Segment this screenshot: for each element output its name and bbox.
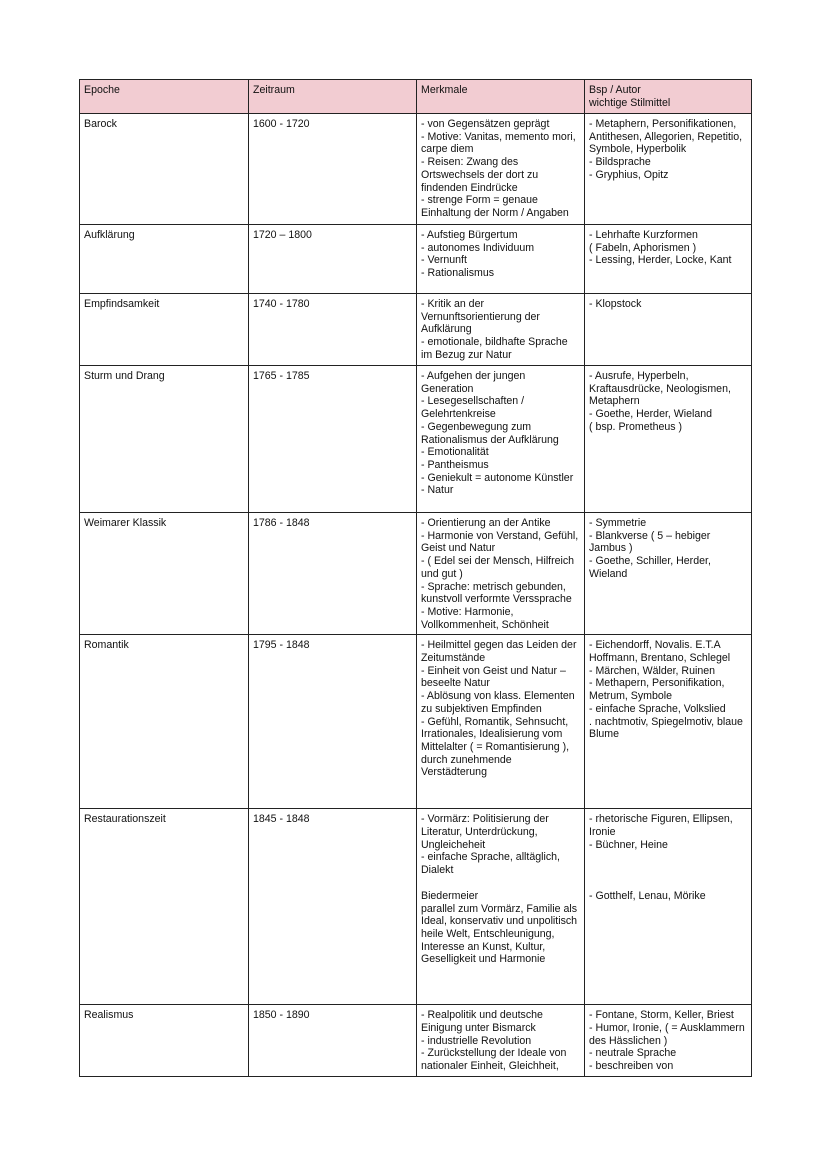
table-row	[80, 513, 752, 635]
cell-merkmale: - Heilmittel gegen das Leiden der Zeitumstände - Einheit von Geist und Natur – beseelte Natur - Ablösung von klass. Elementen zu subjektiven Empfinden - Gefühl, Romantik, Sehnsucht, Irrationales, Idealisierung vom Mittelalter ( = Romantisierung ), durch zunehmende Verstädterung	[417, 635, 585, 809]
cell-merkmale	[417, 809, 585, 1005]
cell-bsp	[585, 809, 752, 1005]
cell-epoche: Romantik	[80, 635, 249, 809]
merkmale-biedermeier: Biedermeier parallel zum Vormärz, Familie als Ideal, konservativ und unpolitisch heile Welt, Entschleunigung, Interesse an Kunst, Kultur, Geselligkeit und Harmonie	[421, 889, 578, 966]
cell-bsp: - Symmetrie - Blankverse ( 5 – hebiger Jambus ) - Goethe, Schiller, Herder, Wieland	[585, 513, 752, 635]
table-row	[80, 225, 752, 294]
cell-bsp: - Fontane, Storm, Keller, Briest - Humor, Ironie, ( = Ausklammern des Hässlichen ) - neutrale Sprache - beschreiben von	[585, 1005, 752, 1077]
cell-zeitraum: 1720 – 1800	[249, 225, 417, 294]
cell-epoche: Empfindsamkeit	[80, 294, 249, 366]
table-row	[80, 366, 752, 513]
table-row	[80, 294, 752, 366]
table-row	[80, 1005, 752, 1077]
cell-epoche: Barock	[80, 114, 249, 225]
cell-epoche: Restaurationszeit	[80, 809, 249, 1005]
cell-merkmale: - Kritik an der Vernunftsorientierung der Aufklärung - emotionale, bildhafte Sprache im Bezug zur Natur	[417, 294, 585, 366]
cell-bsp: - Lehrhafte Kurzformen ( Fabeln, Aphorismen ) - Lessing, Herder, Locke, Kant	[585, 225, 752, 294]
cell-zeitraum: 1600 - 1720	[249, 114, 417, 225]
table-row	[80, 635, 752, 809]
cell-merkmale: - Aufstieg Bürgertum - autonomes Individuum - Vernunft - Rationalismus	[417, 225, 585, 294]
epochs-table	[79, 79, 752, 1077]
header-merkmale: Merkmale	[417, 80, 585, 114]
bsp-vormaerz: - rhetorische Figuren, Ellipsen, Ironie - Büchner, Heine	[589, 813, 733, 851]
cell-zeitraum: 1786 - 1848	[249, 513, 417, 635]
cell-epoche: Realismus	[80, 1005, 249, 1077]
cell-merkmale: - Realpolitik und deutsche Einigung unter Bismarck - industrielle Revolution - Zurückstellung der Ideale von nationaler Einheit, Gleichheit,	[417, 1005, 585, 1077]
cell-bsp: - Klopstock	[585, 294, 752, 366]
cell-zeitraum: 1765 - 1785	[249, 366, 417, 513]
cell-merkmale: - Aufgehen der jungen Generation - Lesegesellschaften / Gelehrtenkreise - Gegenbewegung zum Rationalismus der Aufklärung - Emotionalität - Pantheismus - Geniekult = autonome Künstler - Natur	[417, 366, 585, 513]
cell-bsp: - Ausrufe, Hyperbeln, Kraftausdrücke, Neologismen, Metaphern - Goethe, Herder, Wieland ( bsp. Prometheus )	[585, 366, 752, 513]
cell-bsp: - Metaphern, Personifikationen, Antithesen, Allegorien, Repetitio, Symbole, Hyperbolik - Bildsprache - Gryphius, Opitz	[585, 114, 752, 225]
cell-epoche: Aufklärung	[80, 225, 249, 294]
merkmale-vormaerz: - Vormärz: Politisierung der Literatur, Unterdrückung, Ungleicheheit - einfache Sprache, alltäglich, Dialekt	[421, 813, 560, 877]
cell-zeitraum: 1850 - 1890	[249, 1005, 417, 1077]
cell-zeitraum: 1795 - 1848	[249, 635, 417, 809]
cell-merkmale: - von Gegensätzen geprägt - Motive: Vanitas, memento mori, carpe diem - Reisen: Zwang des Ortswechsels der dort zu findenden Eindrücke - strenge Form = genaue Einhaltung der Norm / Angaben	[417, 114, 585, 225]
cell-zeitraum: 1845 - 1848	[249, 809, 417, 1005]
cell-zeitraum: 1740 - 1780	[249, 294, 417, 366]
table-row	[80, 809, 752, 1005]
header-bsp-autor: Bsp / Autor wichtige Stilmittel	[585, 80, 752, 114]
table-row	[80, 114, 752, 225]
cell-merkmale: - Orientierung an der Antike - Harmonie von Verstand, Gefühl, Geist und Natur - ( Edel sei der Mensch, Hilfreich und gut ) - Sprache: metrisch gebunden, kunstvoll verformte Verssprache - Motive: Harmonie, Vollkommenheit, Schönheit	[417, 513, 585, 635]
header-row	[80, 80, 752, 114]
header-zeitraum: Zeitraum	[249, 80, 417, 114]
header-epoche: Epoche	[80, 80, 249, 114]
cell-epoche: Weimarer Klassik	[80, 513, 249, 635]
cell-epoche: Sturm und Drang	[80, 366, 249, 513]
bsp-biedermeier: - Gotthelf, Lenau, Mörike	[589, 890, 706, 903]
cell-bsp: - Eichendorff, Novalis. E.T.A Hoffmann, Brentano, Schlegel - Märchen, Wälder, Ruinen - Methapern, Personifikation, Metrum, Symbole - einfache Sprache, Volkslied . nachtmotiv, Spiegelmotiv, blaue Blume	[585, 635, 752, 809]
